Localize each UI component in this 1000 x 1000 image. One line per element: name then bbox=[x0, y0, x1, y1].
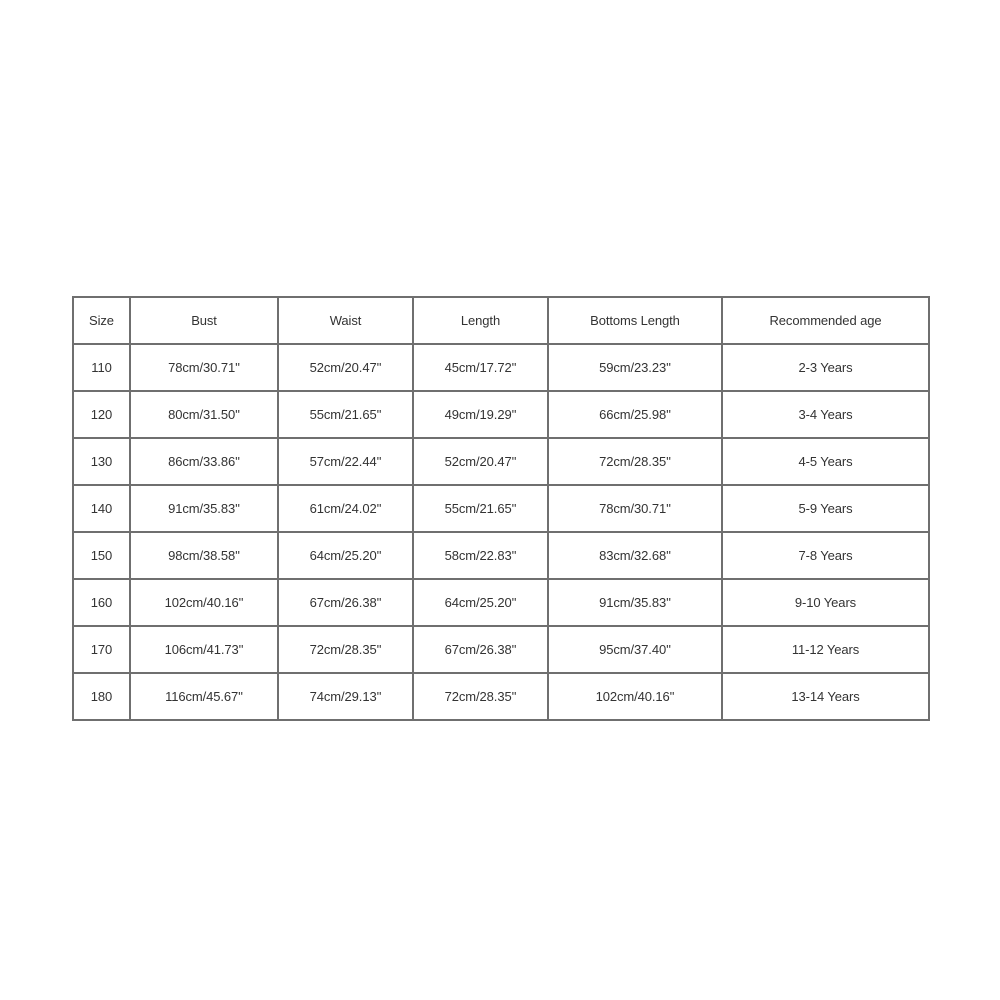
table-row bbox=[73, 626, 929, 673]
table-row bbox=[73, 485, 929, 532]
cell-waist: 55cm/21.65'' bbox=[278, 391, 413, 438]
cell-length: 49cm/19.29'' bbox=[413, 391, 548, 438]
header-size: Size bbox=[73, 297, 130, 344]
cell-bottoms-length: 91cm/35.83'' bbox=[548, 579, 722, 626]
cell-waist: 72cm/28.35'' bbox=[278, 626, 413, 673]
cell-bottoms-length: 83cm/32.68'' bbox=[548, 532, 722, 579]
cell-length: 58cm/22.83'' bbox=[413, 532, 548, 579]
cell-recommended-age: 5-9 Years bbox=[722, 485, 929, 532]
cell-length: 52cm/20.47'' bbox=[413, 438, 548, 485]
cell-length: 64cm/25.20'' bbox=[413, 579, 548, 626]
cell-bust: 102cm/40.16'' bbox=[130, 579, 278, 626]
cell-size: 170 bbox=[73, 626, 130, 673]
cell-length: 55cm/21.65'' bbox=[413, 485, 548, 532]
cell-size: 180 bbox=[73, 673, 130, 720]
cell-waist: 52cm/20.47'' bbox=[278, 344, 413, 391]
header-waist: Waist bbox=[278, 297, 413, 344]
cell-bust: 80cm/31.50'' bbox=[130, 391, 278, 438]
cell-bust: 91cm/35.83'' bbox=[130, 485, 278, 532]
size-chart-table bbox=[72, 296, 930, 721]
cell-recommended-age: 4-5 Years bbox=[722, 438, 929, 485]
header-bust: Bust bbox=[130, 297, 278, 344]
cell-recommended-age: 13-14 Years bbox=[722, 673, 929, 720]
cell-size: 130 bbox=[73, 438, 130, 485]
cell-recommended-age: 9-10 Years bbox=[722, 579, 929, 626]
cell-recommended-age: 2-3 Years bbox=[722, 344, 929, 391]
cell-size: 150 bbox=[73, 532, 130, 579]
cell-recommended-age: 11-12 Years bbox=[722, 626, 929, 673]
header-row bbox=[73, 297, 929, 344]
cell-size: 160 bbox=[73, 579, 130, 626]
cell-bottoms-length: 102cm/40.16'' bbox=[548, 673, 722, 720]
table-row bbox=[73, 344, 929, 391]
cell-size: 110 bbox=[73, 344, 130, 391]
cell-length: 72cm/28.35'' bbox=[413, 673, 548, 720]
cell-bust: 106cm/41.73'' bbox=[130, 626, 278, 673]
table-body bbox=[73, 344, 929, 720]
cell-bust: 78cm/30.71'' bbox=[130, 344, 278, 391]
cell-size: 140 bbox=[73, 485, 130, 532]
cell-bottoms-length: 66cm/25.98'' bbox=[548, 391, 722, 438]
table-header bbox=[73, 297, 929, 344]
cell-waist: 64cm/25.20'' bbox=[278, 532, 413, 579]
cell-bust: 86cm/33.86'' bbox=[130, 438, 278, 485]
table-row bbox=[73, 579, 929, 626]
table-row bbox=[73, 438, 929, 485]
header-recommended-age: Recommended age bbox=[722, 297, 929, 344]
table-row bbox=[73, 673, 929, 720]
cell-waist: 74cm/29.13'' bbox=[278, 673, 413, 720]
cell-bottoms-length: 72cm/28.35'' bbox=[548, 438, 722, 485]
cell-recommended-age: 3-4 Years bbox=[722, 391, 929, 438]
header-length: Length bbox=[413, 297, 548, 344]
cell-bottoms-length: 78cm/30.71'' bbox=[548, 485, 722, 532]
header-bottoms-length: Bottoms Length bbox=[548, 297, 722, 344]
cell-bust: 116cm/45.67'' bbox=[130, 673, 278, 720]
cell-waist: 61cm/24.02'' bbox=[278, 485, 413, 532]
cell-recommended-age: 7-8 Years bbox=[722, 532, 929, 579]
cell-size: 120 bbox=[73, 391, 130, 438]
cell-length: 67cm/26.38'' bbox=[413, 626, 548, 673]
cell-waist: 57cm/22.44'' bbox=[278, 438, 413, 485]
cell-length: 45cm/17.72'' bbox=[413, 344, 548, 391]
cell-bust: 98cm/38.58'' bbox=[130, 532, 278, 579]
cell-bottoms-length: 95cm/37.40'' bbox=[548, 626, 722, 673]
cell-waist: 67cm/26.38'' bbox=[278, 579, 413, 626]
table-row bbox=[73, 391, 929, 438]
table-row bbox=[73, 532, 929, 579]
cell-bottoms-length: 59cm/23.23'' bbox=[548, 344, 722, 391]
